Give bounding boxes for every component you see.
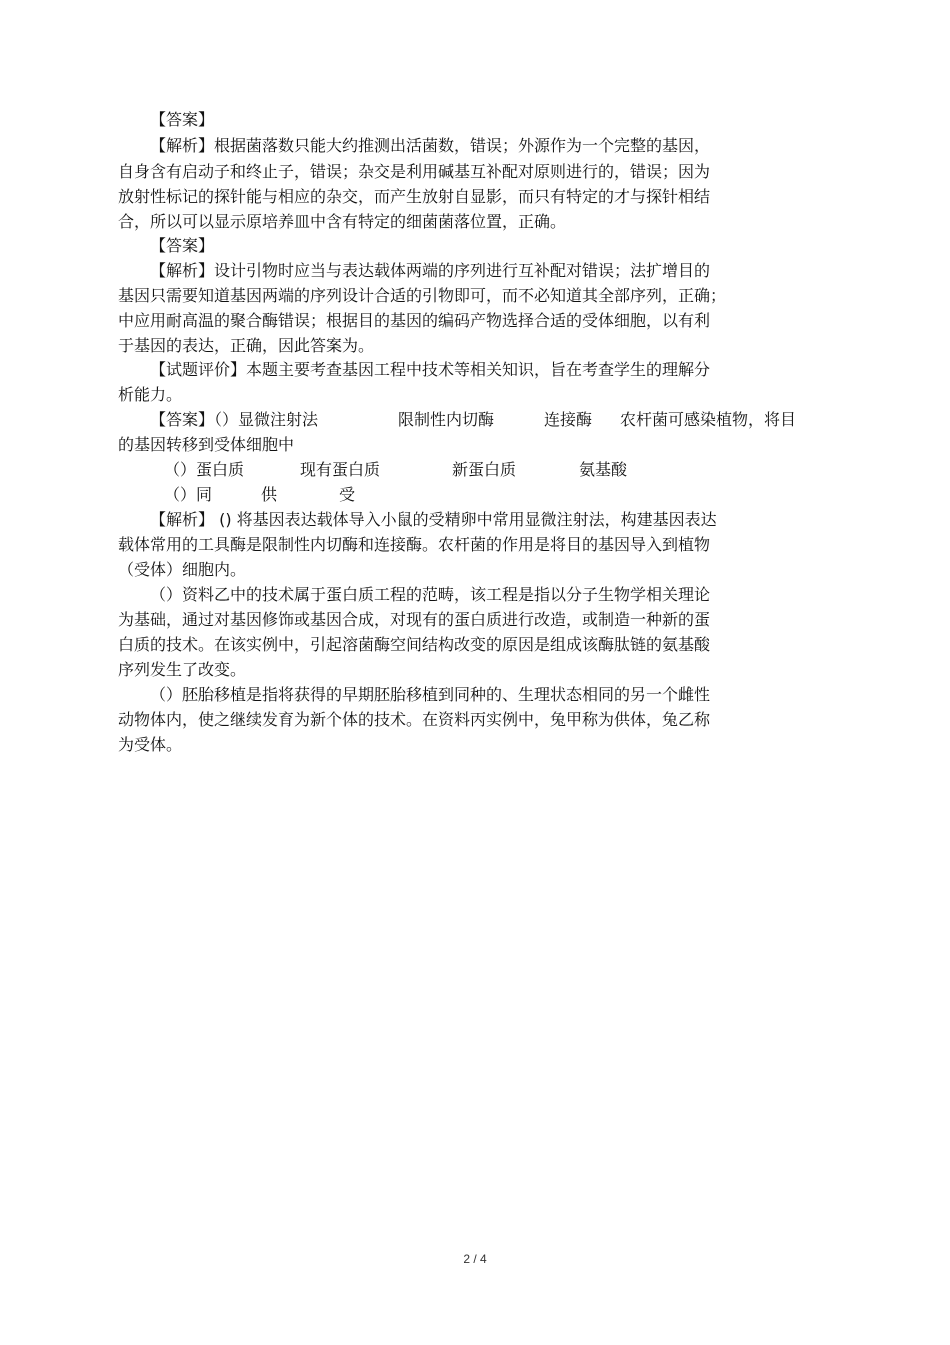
answer-heading-1: 【答案】 (150, 110, 215, 129)
analysis-3-line-4: （）资料乙中的技术属于蛋白质工程的范畴，该工程是指以分子生物学相关理论 (150, 585, 711, 604)
analysis-3-line-9: 动物体内，使之继续发育为新个体的技术。在资料丙实例中，兔甲称为供体，兔乙称 (118, 710, 711, 729)
answer-3-row3-part-1: （）同 (164, 485, 213, 504)
analysis-2-line-4: 于基因的表达，正确，因此答案为。 (118, 336, 375, 355)
answer-3-row2-part-3: 新蛋白质 (452, 460, 517, 479)
answer-3-part-4: 农杆菌可感染植物，将目 (620, 410, 797, 429)
answer-heading-2: 【答案】 (150, 236, 215, 255)
evaluation-line-2: 析能力。 (118, 385, 183, 404)
analysis-1-line-3: 放射性标记的探针能与相应的杂交，而产生放射自显影，而只有特定的才与探针相结 (118, 187, 711, 206)
analysis-3-line-8: （）胚胎移植是指将获得的早期胚胎移植到同种的、生理状态相同的另一个雌性 (150, 685, 711, 704)
analysis-3-line-2: 载体常用的工具酶是限制性内切酶和连接酶。农杆菌的作用是将目的基因导入到植物 (118, 535, 711, 554)
analysis-3-line-10: 为受体。 (118, 735, 183, 754)
analysis-1-line-4: 合，所以可以显示原培养皿中含有特定的细菌菌落位置，正确。 (118, 212, 567, 231)
answer-3-row2-part-2: 现有蛋白质 (300, 460, 381, 479)
analysis-2-line-1: 【解析】设计引物时应当与表达载体两端的序列进行互补配对错误；法扩增目的 (150, 261, 711, 280)
analysis-3-line-1: 【解析】 () 将基因表达载体导入小鼠的受精卵中常用显微注射法，构建基因表达 (150, 510, 717, 529)
evaluation-line-1: 【试题评价】本题主要考查基因工程中技术等相关知识，旨在考查学生的理解分 (150, 360, 711, 379)
analysis-3-line-7: 序列发生了改变。 (118, 660, 247, 679)
analysis-1-line-1: 【解析】根据菌落数只能大约推测出活菌数，错误；外源作为一个完整的基因， (150, 136, 711, 155)
analysis-3-line-5: 为基础，通过对基因修饰或基因合成，对现有的蛋白质进行改造，或制造一种新的蛋 (118, 610, 711, 629)
answer-3-part-2: 限制性内切酶 (398, 410, 495, 429)
analysis-2-line-2: 基因只需要知道基因两端的序列设计合适的引物即可，而不必知道其全部序列，正确； (118, 286, 727, 305)
answer-3-part-3: 连接酶 (544, 410, 593, 429)
answer-3-row3-part-3: 受 (339, 485, 356, 504)
answer-3-part-1: 【答案】（）显微注射法 (150, 410, 319, 429)
answer-3-row2-part-4: 氨基酸 (579, 460, 628, 479)
analysis-3-line-3: （受体）细胞内。 (118, 560, 247, 579)
analysis-1-line-2: 自身含有启动子和终止子，错误；杂交是利用碱基互补配对原则进行的，错误；因为 (118, 162, 711, 181)
answer-3-line-2: 的基因转移到受体细胞中 (118, 435, 295, 454)
answer-3-row2-part-1: （）蛋白质 (164, 460, 245, 479)
answer-3-row3-part-2: 供 (261, 485, 278, 504)
page-number: 2 / 4 (463, 1252, 487, 1266)
analysis-2-line-3: 中应用耐高温的聚合酶错误；根据目的基因的编码产物选择合适的受体细胞，以有利 (118, 311, 711, 330)
analysis-3-line-6: 白质的技术。在该实例中，引起溶菌酶空间结构改变的原因是组成该酶肽链的氨基酸 (118, 635, 711, 654)
